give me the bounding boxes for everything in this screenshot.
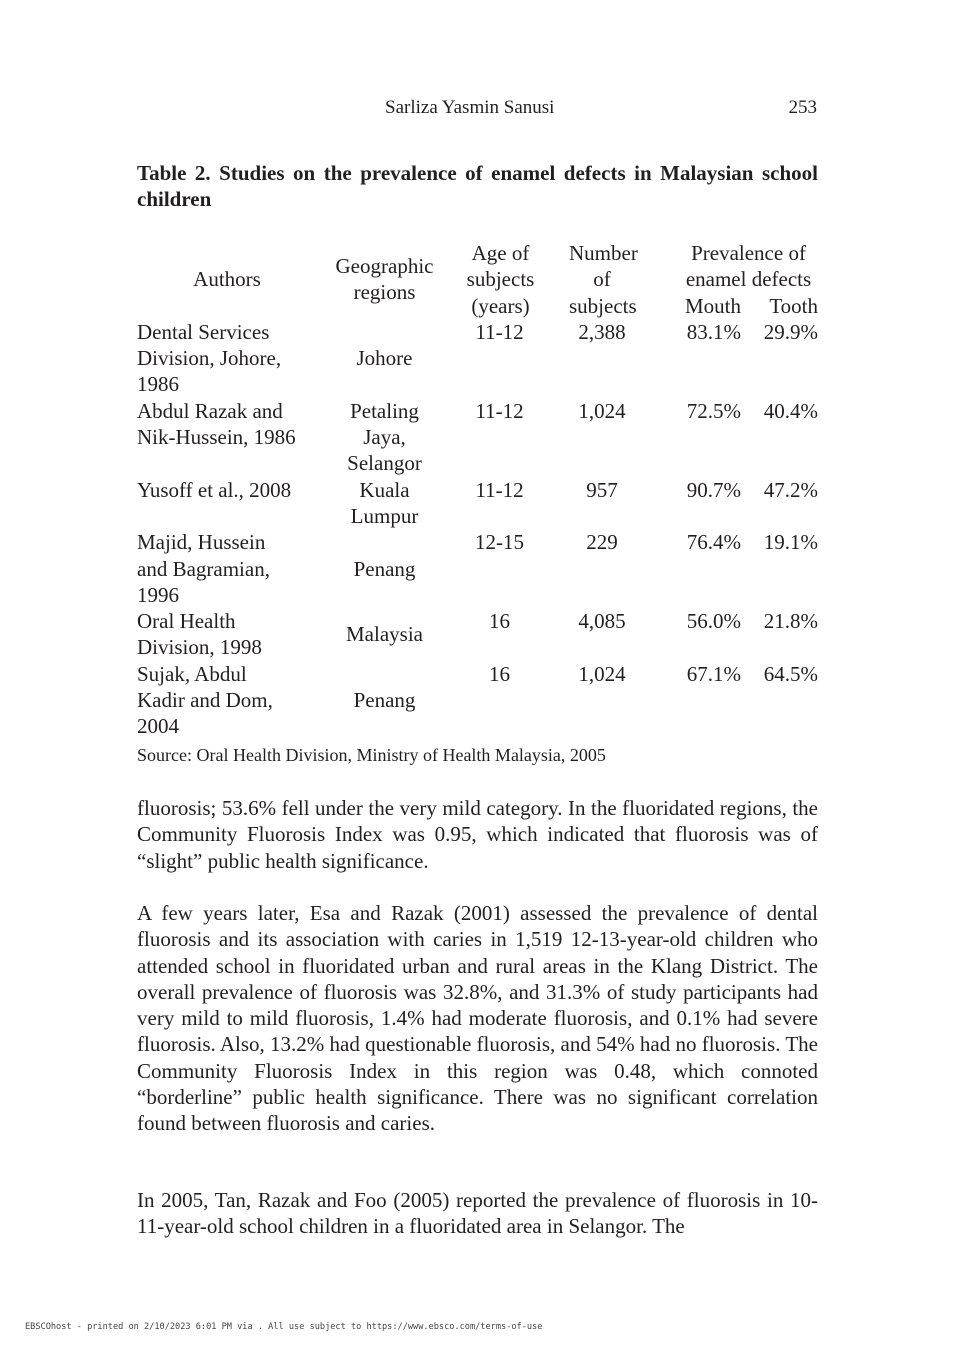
header-prevalence: Prevalence of enamel defects: [685, 241, 812, 292]
cell-tooth: 29.9%: [763, 319, 819, 344]
cell-mouth: 83.1%: [686, 319, 741, 344]
running-header-author: Sarliza Yasmin Sanusi: [385, 97, 555, 118]
cell-number: 1,024: [578, 661, 626, 686]
header-tooth: Tooth: [769, 293, 819, 318]
cell-author: Yusoff et al., 2008: [137, 477, 292, 502]
page-number: 253: [788, 97, 817, 118]
table-caption: Table 2. Studies on the prevalence of enamel defects in Malaysian school children: [137, 161, 818, 211]
cell-age: 11-12: [475, 477, 524, 502]
cell-region: Petaling Jaya, Selangor: [347, 398, 422, 476]
cell-tooth: 19.1%: [763, 530, 819, 555]
cell-tooth: 64.5%: [763, 661, 819, 686]
cell-author: Majid, Hussein and Bagramian, 1996: [137, 530, 270, 607]
header-authors: Authors: [193, 267, 261, 292]
cell-age: 11-12: [475, 398, 524, 423]
cell-age: 16: [489, 661, 510, 686]
cell-tooth: 21.8%: [763, 609, 819, 634]
cell-mouth: 90.7%: [686, 477, 741, 502]
ebsco-footer: EBSCOhost - printed on 2/10/2023 6:01 PM via . All use subject to https://www.ebsco.com/terms-of-use: [25, 1322, 543, 1332]
cell-author: Abdul Razak and Nik-Hussein, 1986: [137, 398, 296, 450]
cell-tooth: 47.2%: [763, 477, 819, 502]
cell-mouth: 67.1%: [686, 661, 741, 686]
cell-mouth: 72.5%: [686, 398, 741, 423]
header-age: Age of subjects (years): [466, 241, 535, 318]
table-row: [137, 319, 818, 398]
table-source-note: Source: Oral Health Division, Ministry of Health Malaysia, 2005: [137, 745, 606, 765]
table-row: [137, 661, 818, 740]
cell-mouth: 56.0%: [686, 609, 741, 634]
prevalence-table: [137, 240, 818, 740]
cell-region: Johore: [356, 346, 413, 371]
header-mouth: Mouth: [684, 293, 741, 318]
cell-age: 16: [489, 609, 510, 634]
cell-age: 12-15: [475, 530, 524, 555]
body-paragraph: In 2005, Tan, Razak and Foo (2005) reported the prevalence of fluorosis in 10-11-year-old school children in a fluoridated area in Selangor. The: [137, 1188, 818, 1239]
cell-author: Sujak, Abdul Kadir and Dom, 2004: [137, 661, 273, 739]
cell-region: Penang: [353, 556, 416, 581]
table-row: [137, 398, 818, 477]
cell-region: Kuala Lumpur: [350, 477, 419, 528]
table-row: [137, 529, 818, 608]
cell-number: 957: [586, 477, 618, 502]
cell-mouth: 76.4%: [686, 530, 741, 555]
cell-number: 2,388: [578, 319, 626, 344]
table-row: [137, 608, 818, 661]
cell-tooth: 40.4%: [763, 398, 819, 423]
cell-author: Dental Services Division, Johore, 1986: [137, 319, 282, 397]
cell-number: 4,085: [578, 609, 626, 634]
cell-number: 1,024: [578, 398, 626, 423]
header-regions: Geographic regions: [335, 254, 434, 305]
body-paragraph: fluorosis; 53.6% fell under the very mild category. In the fluoridated regions, the Community Fluorosis Index was 0.95, which indicated that fluorosis was of “slight” public health significance.: [137, 796, 818, 873]
cell-region: Penang: [353, 688, 416, 713]
header-number: Number of subjects: [569, 241, 638, 318]
body-paragraph: A few years later, Esa and Razak (2001) assessed the prevalence of dental fluorosis and its association with caries in 1,519 12-13-year-old children who attended school in fluoridated urban and rural areas in the Klang District. The overall prevalence of fluorosis was 32.8%, and 31.3% of study participants had very mild to mild fluorosis, 1.4% had moderate fluorosis, and 0.1% had severe fluorosis. Also, 13.2% had questionable fluorosis, and 54% had no fluorosis. The Community Fluorosis Index in this region was 0.48, which connoted “borderline” public health significance. There was no significant correlation found between fluorosis and caries.: [137, 901, 818, 1136]
table-row: [137, 477, 818, 530]
cell-number: 229: [586, 530, 618, 555]
cell-age: 11-12: [475, 319, 524, 344]
cell-region: Malaysia: [346, 622, 423, 647]
cell-author: Oral Health Division, 1998: [137, 609, 262, 660]
